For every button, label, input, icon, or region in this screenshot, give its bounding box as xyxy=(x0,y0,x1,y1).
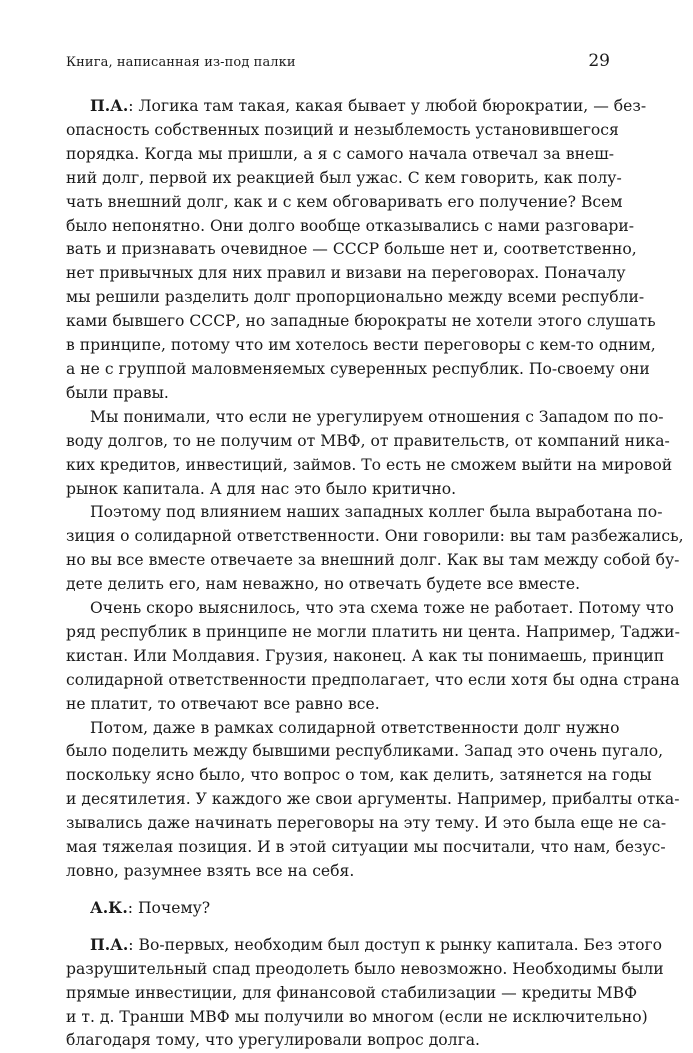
line-text: опасность собственных позиций и незыблемость установившегося xyxy=(66,120,619,139)
line-text: но вы все вместе отвечаете за внешний долг. Как вы там между собой бу- xyxy=(66,551,680,570)
text-line xyxy=(66,788,680,812)
line-text: чать внешний долг, как и с кем обговаривать его получение? Всем xyxy=(66,192,623,211)
line-text: зывались даже начинать переговоры на эту тему. И это была еще не са- xyxy=(66,814,667,833)
line-text: вать и признавать очевидное — СССР больше нет и, соответственно, xyxy=(66,240,637,259)
text-line xyxy=(66,982,638,1006)
text-line xyxy=(66,501,663,525)
text-line xyxy=(66,382,614,406)
line-text: ками бывшего СССР, но западные бюрократы не хотели этого слушать xyxy=(66,312,656,331)
text-line xyxy=(66,896,614,921)
text-line xyxy=(66,143,614,167)
line-text: ловно, разумнее взять все на себя. xyxy=(66,862,355,880)
text-line xyxy=(66,717,620,741)
line-text: : Во-первых, необходим был доступ к рынку капитала. Без этого xyxy=(128,935,663,954)
line-text: ний долг, первой их реакцией был ужас. С кем говорить, как полу- xyxy=(66,168,622,187)
text-line xyxy=(66,406,664,430)
text-line xyxy=(66,933,663,958)
line-text: Потом, даже в рамках солидарной ответственности долг нужно xyxy=(90,718,620,737)
text-line xyxy=(66,740,664,764)
line-text: мая тяжелая позиция. И в этой ситуации мы посчитали, что нам, безус- xyxy=(66,838,666,857)
text-line xyxy=(66,1006,648,1030)
paragraph xyxy=(66,501,684,597)
line-text: разрушительный спад преодолеть было невозможно. Необходимы были xyxy=(66,959,664,978)
speaker-label: А.К. xyxy=(90,897,128,917)
line-text: дете делить его, нам неважно, но отвечать будете все вместе. xyxy=(66,575,581,594)
text-line xyxy=(66,454,673,478)
text-line xyxy=(66,812,667,836)
line-text: ряд республик в принципе не могли платить ни цента. Например, Таджи- xyxy=(66,622,680,641)
line-text: прямые инвестиции, для финансовой стабилизации — кредиты МВФ xyxy=(66,983,638,1002)
line-text: мы решили разделить долг пропорционально между всеми республи- xyxy=(66,288,645,307)
text-line xyxy=(66,549,680,573)
body-text xyxy=(66,94,684,1053)
text-line xyxy=(66,430,670,454)
paragraph xyxy=(66,717,680,884)
text-line xyxy=(66,693,614,717)
text-line xyxy=(66,1029,614,1053)
line-text: были правы. xyxy=(66,383,169,402)
line-text: рынок капитала. А для нас это было критично. xyxy=(66,479,457,498)
text-line xyxy=(66,94,647,119)
speaker-label: П.А. xyxy=(90,96,129,115)
line-text: : Логика там такая, какая бывает у любой бюрократии, — без- xyxy=(128,97,647,115)
line-text: и т. д. Транши МВФ мы получили во многом (если не исключительно) xyxy=(66,1007,648,1026)
page-number: 29 xyxy=(588,51,610,71)
text-line xyxy=(66,286,645,310)
text-line xyxy=(66,764,652,788)
line-text: нет привычных для них правил и визави на переговорах. Поначалу xyxy=(66,264,626,283)
text-line xyxy=(66,525,684,549)
paragraph xyxy=(66,406,673,502)
text-line xyxy=(66,669,680,693)
text-line xyxy=(66,191,623,215)
text-line xyxy=(66,262,626,286)
speaker-label: П.А. xyxy=(90,934,129,954)
dialogue-paragraph xyxy=(66,933,664,1053)
line-text: было непонятно. Они долго вообще отказывались с нами разговари- xyxy=(66,216,635,235)
text-line xyxy=(66,573,614,597)
text-line xyxy=(66,597,674,621)
line-text: Мы понимали, что если не урегулируем отношения с Западом по по- xyxy=(90,407,664,426)
text-line xyxy=(66,215,635,239)
running-title: Книга, написанная из-под палки xyxy=(66,55,296,70)
text-line xyxy=(66,358,650,382)
text-line xyxy=(66,167,622,191)
text-line xyxy=(66,238,637,262)
line-text: солидарной ответственности предполагает, что если хотя бы одна страна xyxy=(66,670,680,689)
line-text: воду долгов, то не получим от МВФ, от правительств, от компаний ника- xyxy=(66,431,670,450)
line-text: и десятилетия. У каждого же свои аргументы. Например, прибалты отка- xyxy=(66,790,680,809)
line-text: поскольку ясно было, что вопрос о том, как делить, затянется на годы xyxy=(66,766,652,785)
dialogue-paragraph xyxy=(66,896,614,921)
line-text: кистан. Или Молдавия. Грузия, наконец. А как ты понимаешь, принцип xyxy=(66,646,665,665)
line-text: было поделить между бывшими республиками. Запад это очень пугало, xyxy=(66,742,664,761)
line-text: а не с группой маловменяемых суверенных республик. По-своему они xyxy=(66,359,650,378)
text-line xyxy=(66,836,666,860)
dialogue-paragraph xyxy=(66,94,656,406)
line-text: в принципе, потому что им хотелось вести переговоры с кем-то одним, xyxy=(66,336,656,355)
line-text: порядка. Когда мы пришли, а я с самого начала отвечал за внеш- xyxy=(66,144,614,163)
text-line xyxy=(66,958,664,982)
text-line xyxy=(66,645,665,669)
text-line xyxy=(66,310,656,334)
text-line xyxy=(66,119,619,143)
line-text: : Почему? xyxy=(127,898,211,917)
text-line xyxy=(66,860,614,884)
line-text: ких кредитов, инвестиций, займов. То есть не сможем выйти на мировой xyxy=(66,455,673,474)
text-line xyxy=(66,334,656,358)
line-text: зиция о солидарной ответственности. Они говорили: вы там разбежались, xyxy=(66,527,684,546)
line-text: не платит, то отвечают все равно все. xyxy=(66,694,380,713)
text-line xyxy=(66,478,614,502)
line-text: благодаря тому, что урегулировали вопрос долга. xyxy=(66,1031,481,1050)
line-text: Поэтому под влиянием наших западных коллег была выработана по- xyxy=(90,503,663,522)
line-text: Очень скоро выяснилось, что эта схема тоже не работает. Потому что xyxy=(90,599,674,618)
text-line xyxy=(66,621,680,645)
paragraph xyxy=(66,597,680,717)
